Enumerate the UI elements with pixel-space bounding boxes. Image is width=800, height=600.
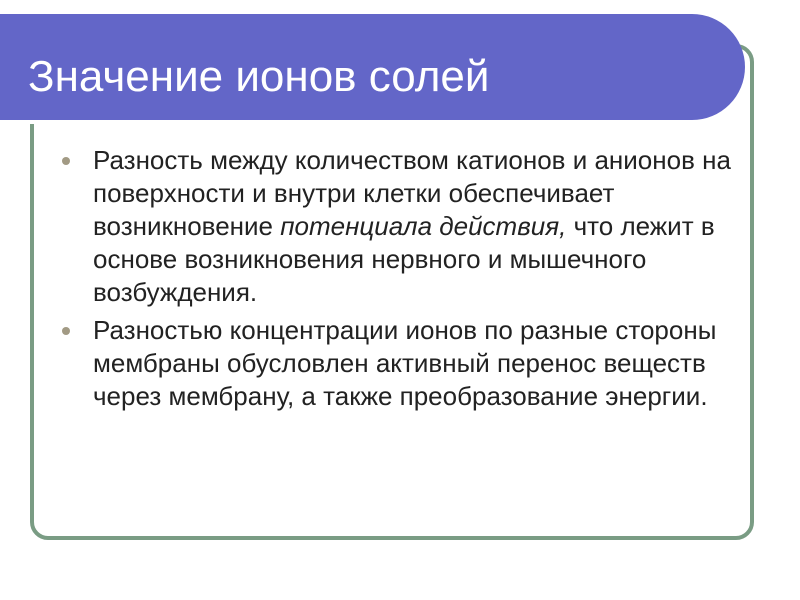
bullet-dot-icon — [62, 157, 70, 165]
bullet-text-after: что лежит в основе возникновения нервного и мышечного возбуждения. — [93, 211, 715, 307]
bullet-item — [60, 314, 732, 413]
bullet-text-before: Разность между количеством катионов и анионов на поверхности и внутри клетки обеспечивает возникновение — [93, 145, 731, 241]
title-underline — [0, 120, 705, 124]
bullet-item — [60, 144, 732, 309]
bullet-text: Разностью концентрации ионов по разные стороны мембраны обусловлен активный перенос веществ через мембрану, а также преобразование энергии. — [93, 315, 717, 411]
bullet-list — [60, 144, 732, 418]
slide-title: Значение ионов солей — [28, 52, 490, 101]
bullet-text-italic: потенциала действия, — [280, 211, 567, 241]
title-banner — [0, 14, 745, 120]
bullet-dot-icon — [62, 327, 70, 335]
